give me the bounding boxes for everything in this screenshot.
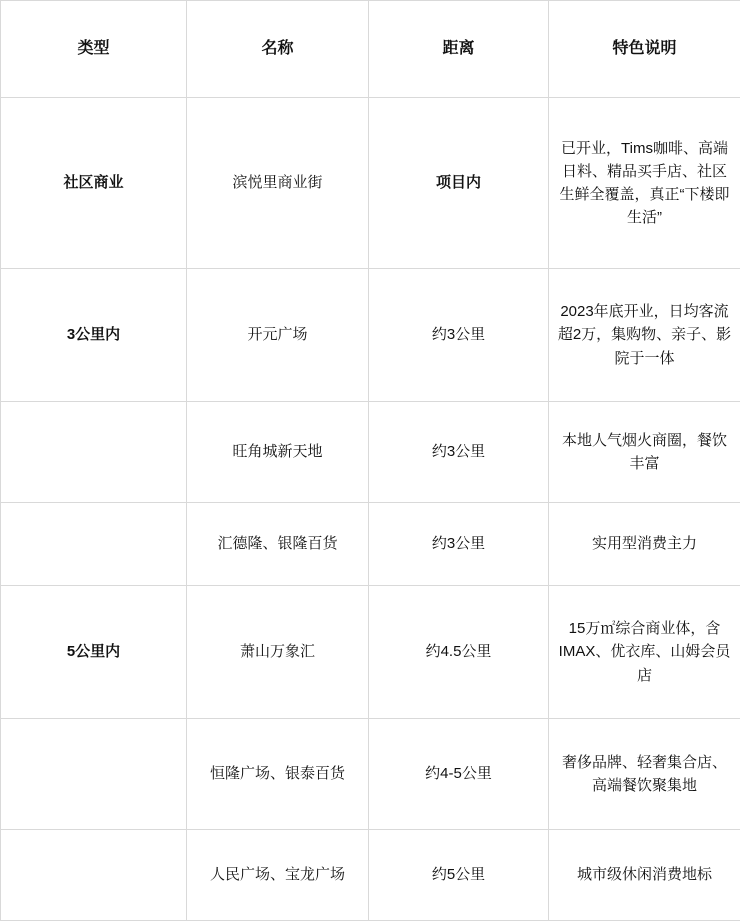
table-header-row: [1, 1, 740, 98]
column-header-description: 特色说明: [549, 1, 740, 98]
table-row: [1, 269, 740, 402]
cell-name: 萧山万象汇: [187, 586, 369, 719]
cell-category: [1, 402, 187, 503]
cell-description: 2023年底开业，日均客流超2万，集购物、亲子、影院于一体: [549, 269, 740, 402]
cell-description: 15万㎡综合商业体，含IMAX、优衣库、山姆会员店: [549, 586, 740, 719]
cell-name: 滨悦里商业街: [187, 98, 369, 269]
table-row: [1, 402, 740, 503]
cell-distance: 约3公里: [369, 503, 549, 586]
cell-description: 本地人气烟火商圈，餐饮丰富: [549, 402, 740, 503]
cell-category: [1, 503, 187, 586]
column-header-name: 名称: [187, 1, 369, 98]
cell-category: [1, 719, 187, 830]
cell-name: 汇德隆、银隆百货: [187, 503, 369, 586]
cell-name: 旺角城新天地: [187, 402, 369, 503]
table-row: [1, 719, 740, 830]
table-row: [1, 586, 740, 719]
cell-description: 实用型消费主力: [549, 503, 740, 586]
cell-category: 5公里内: [1, 586, 187, 719]
table-row: [1, 503, 740, 586]
cell-distance: 约3公里: [369, 402, 549, 503]
table-row: [1, 98, 740, 269]
cell-category: 3公里内: [1, 269, 187, 402]
column-header-type: 类型: [1, 1, 187, 98]
cell-description: 奢侈品牌、轻奢集合店、高端餐饮聚集地: [549, 719, 740, 830]
cell-name: 人民广场、宝龙广场: [187, 830, 369, 921]
cell-distance: 约4.5公里: [369, 586, 549, 719]
cell-distance: 约3公里: [369, 269, 549, 402]
cell-category: [1, 830, 187, 921]
table-row: [1, 830, 740, 921]
cell-name: 开元广场: [187, 269, 369, 402]
cell-distance: 项目内: [369, 98, 549, 269]
cell-distance: 约4-5公里: [369, 719, 549, 830]
cell-category: 社区商业: [1, 98, 187, 269]
column-header-distance: 距离: [369, 1, 549, 98]
cell-description: 已开业，Tims咖啡、高端日料、精品买手店、社区生鲜全覆盖，真正“下楼即生活”: [549, 98, 740, 269]
cell-name: 恒隆广场、银泰百货: [187, 719, 369, 830]
cell-distance: 约5公里: [369, 830, 549, 921]
cell-description: 城市级休闲消费地标: [549, 830, 740, 921]
